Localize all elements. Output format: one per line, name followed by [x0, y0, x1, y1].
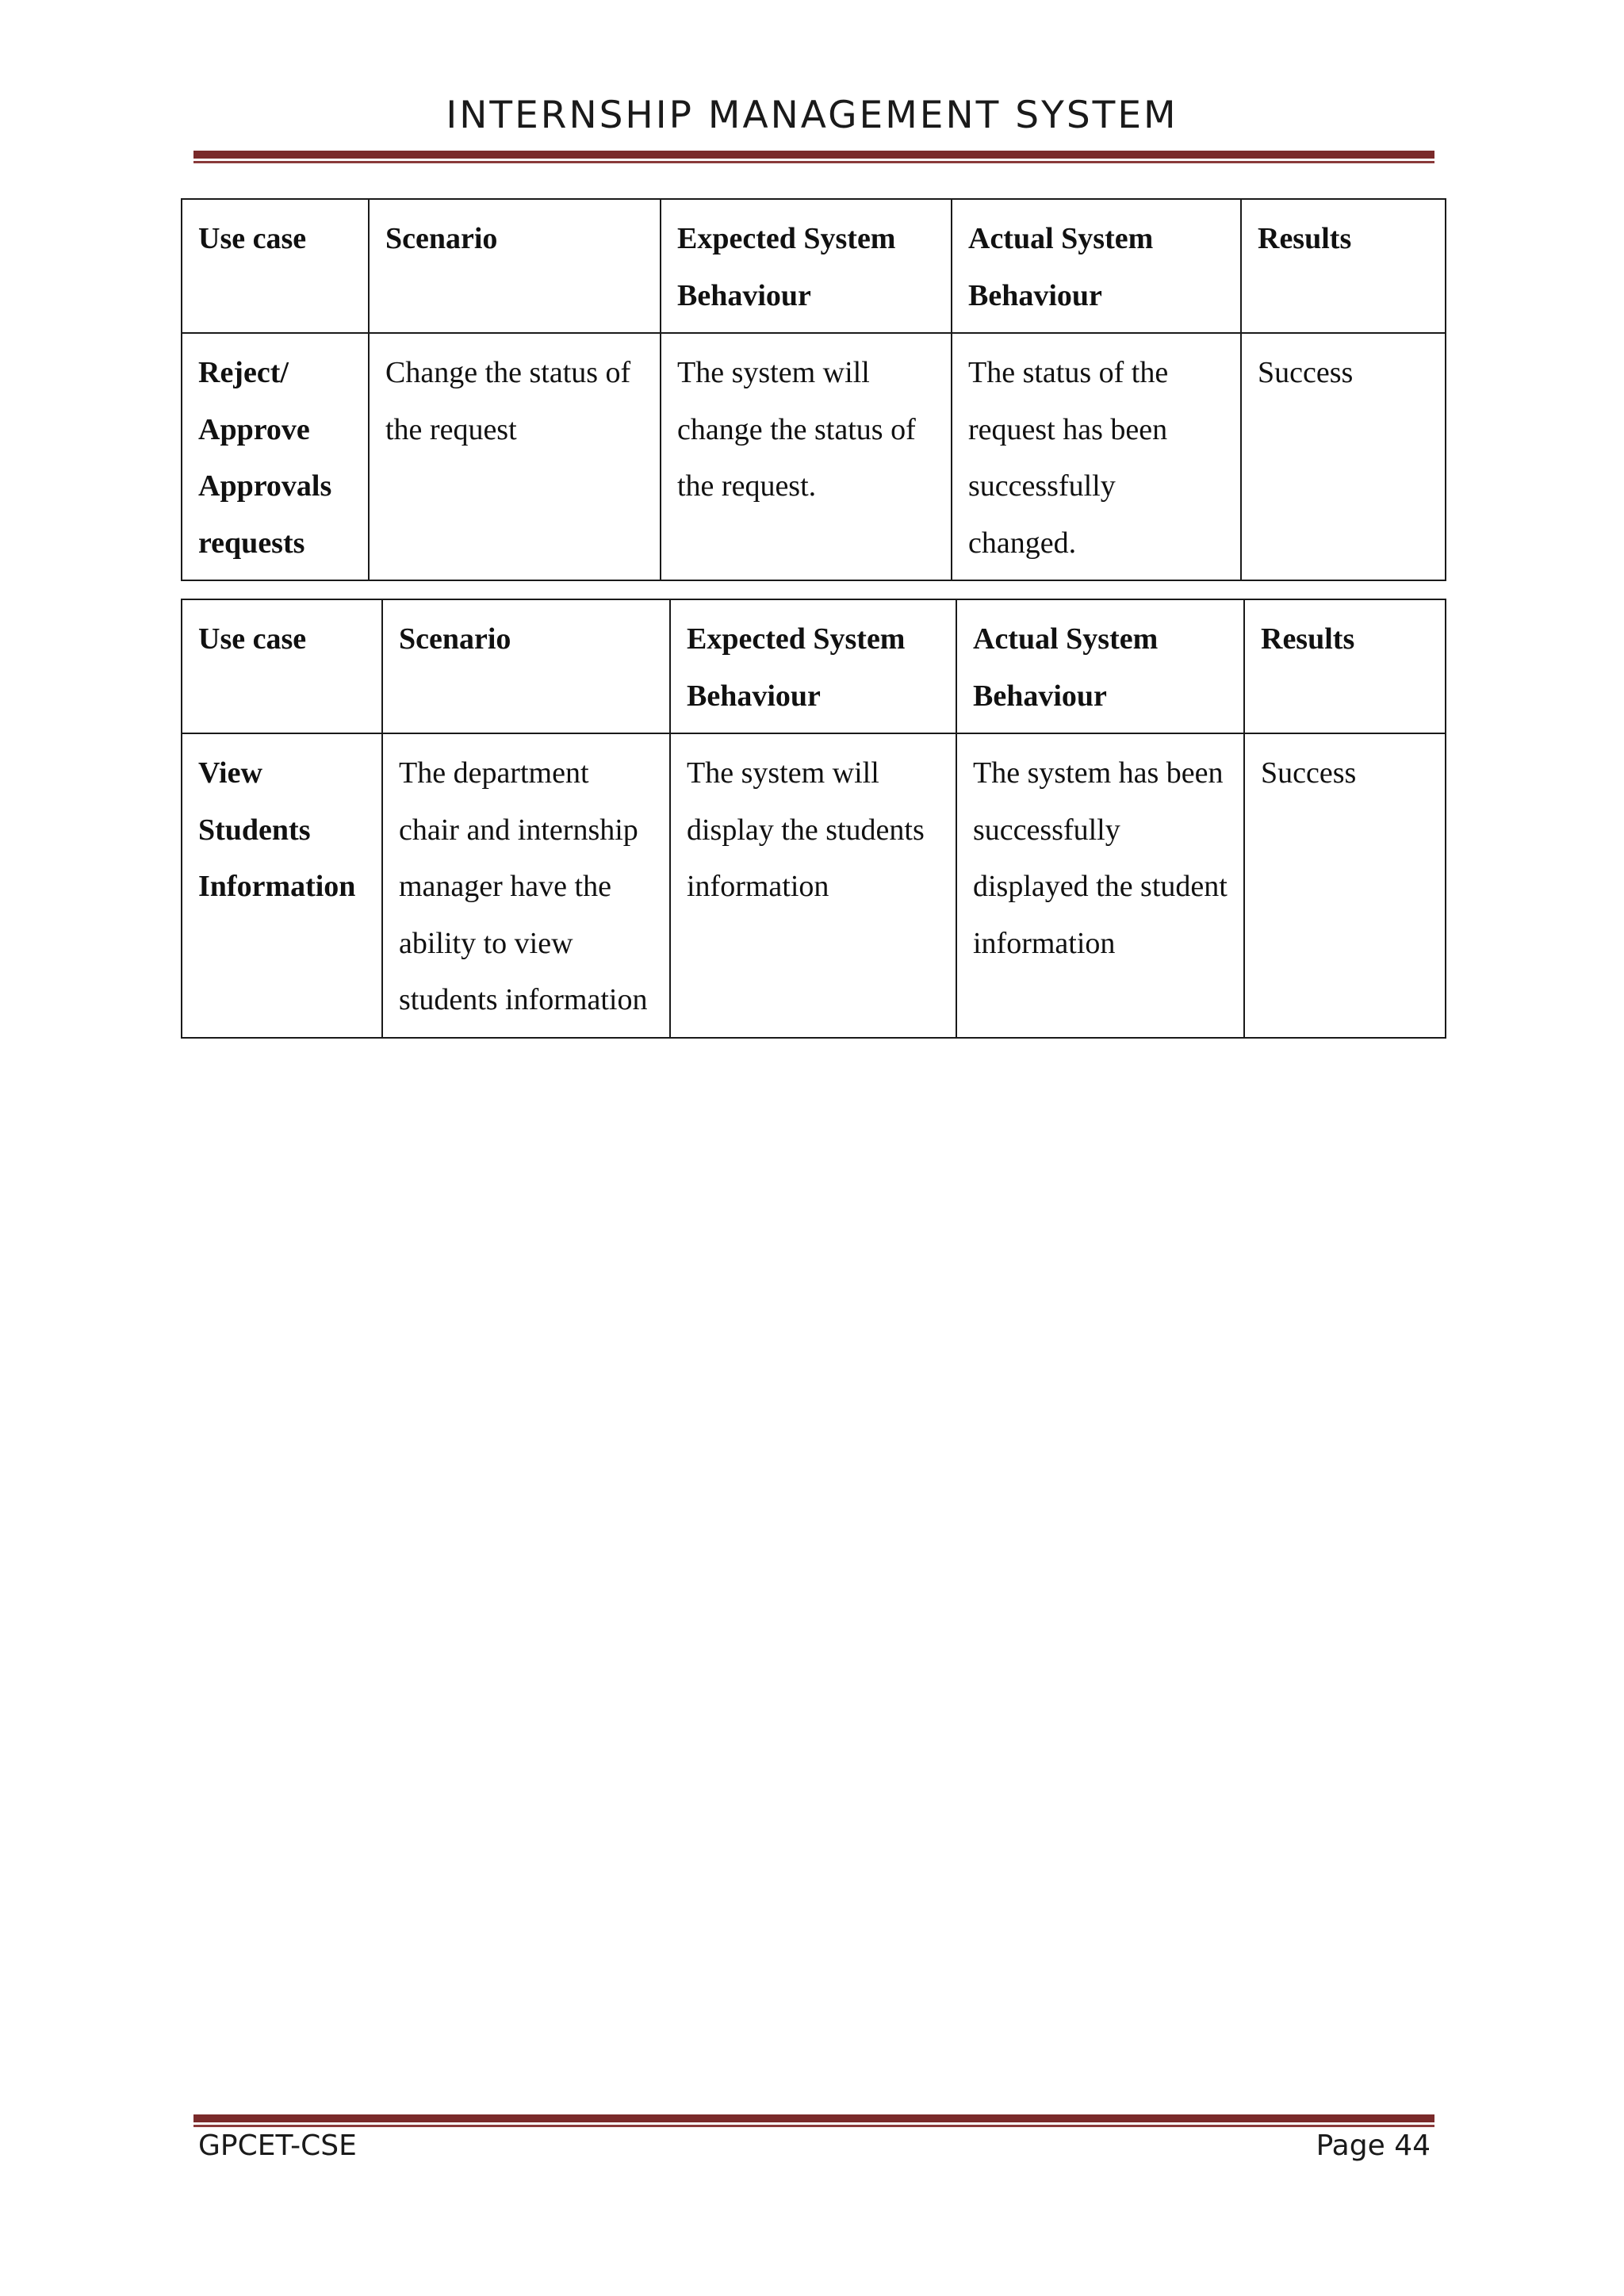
footer-divider [193, 2114, 1434, 2127]
table-row [182, 333, 1446, 580]
column-header-use-case: Use case [182, 199, 369, 333]
cell-use-case: View Students Information [182, 733, 382, 1038]
cell-scenario: Change the status of the request [369, 333, 661, 580]
cell-result: Success [1241, 333, 1446, 580]
column-header-actual-behaviour: Actual System Behaviour [952, 199, 1241, 333]
footer-department: GPCET-CSE [198, 2130, 357, 2162]
page-number: Page 44 [1316, 2130, 1431, 2162]
cell-result: Success [1244, 733, 1446, 1038]
column-header-scenario: Scenario [382, 599, 670, 733]
cell-expected-behaviour: The system will display the students information [670, 733, 956, 1038]
table-header-row [182, 199, 1446, 333]
cell-expected-behaviour: The system will change the status of the request. [661, 333, 952, 580]
column-header-results: Results [1241, 199, 1446, 333]
column-header-use-case: Use case [182, 599, 382, 733]
test-case-table-view-students [181, 599, 1446, 1039]
table-row [182, 733, 1446, 1038]
column-header-expected-behaviour: Expected System Behaviour [661, 199, 952, 333]
column-header-scenario: Scenario [369, 199, 661, 333]
table-header-row [182, 599, 1446, 733]
column-header-expected-behaviour: Expected System Behaviour [670, 599, 956, 733]
column-header-results: Results [1244, 599, 1446, 733]
cell-use-case: Reject/ Approve Approvals requests [182, 333, 369, 580]
page-title: INTERNSHIP MANAGEMENT SYSTEM [446, 94, 1178, 137]
column-header-actual-behaviour: Actual System Behaviour [956, 599, 1244, 733]
cell-actual-behaviour: The status of the request has been successfully changed. [952, 333, 1241, 580]
header-divider [193, 151, 1434, 163]
cell-scenario: The department chair and internship manager have the ability to view students information [382, 733, 670, 1038]
cell-actual-behaviour: The system has been successfully displayed the student information [956, 733, 1244, 1038]
test-case-table-reject-approve [181, 198, 1446, 581]
